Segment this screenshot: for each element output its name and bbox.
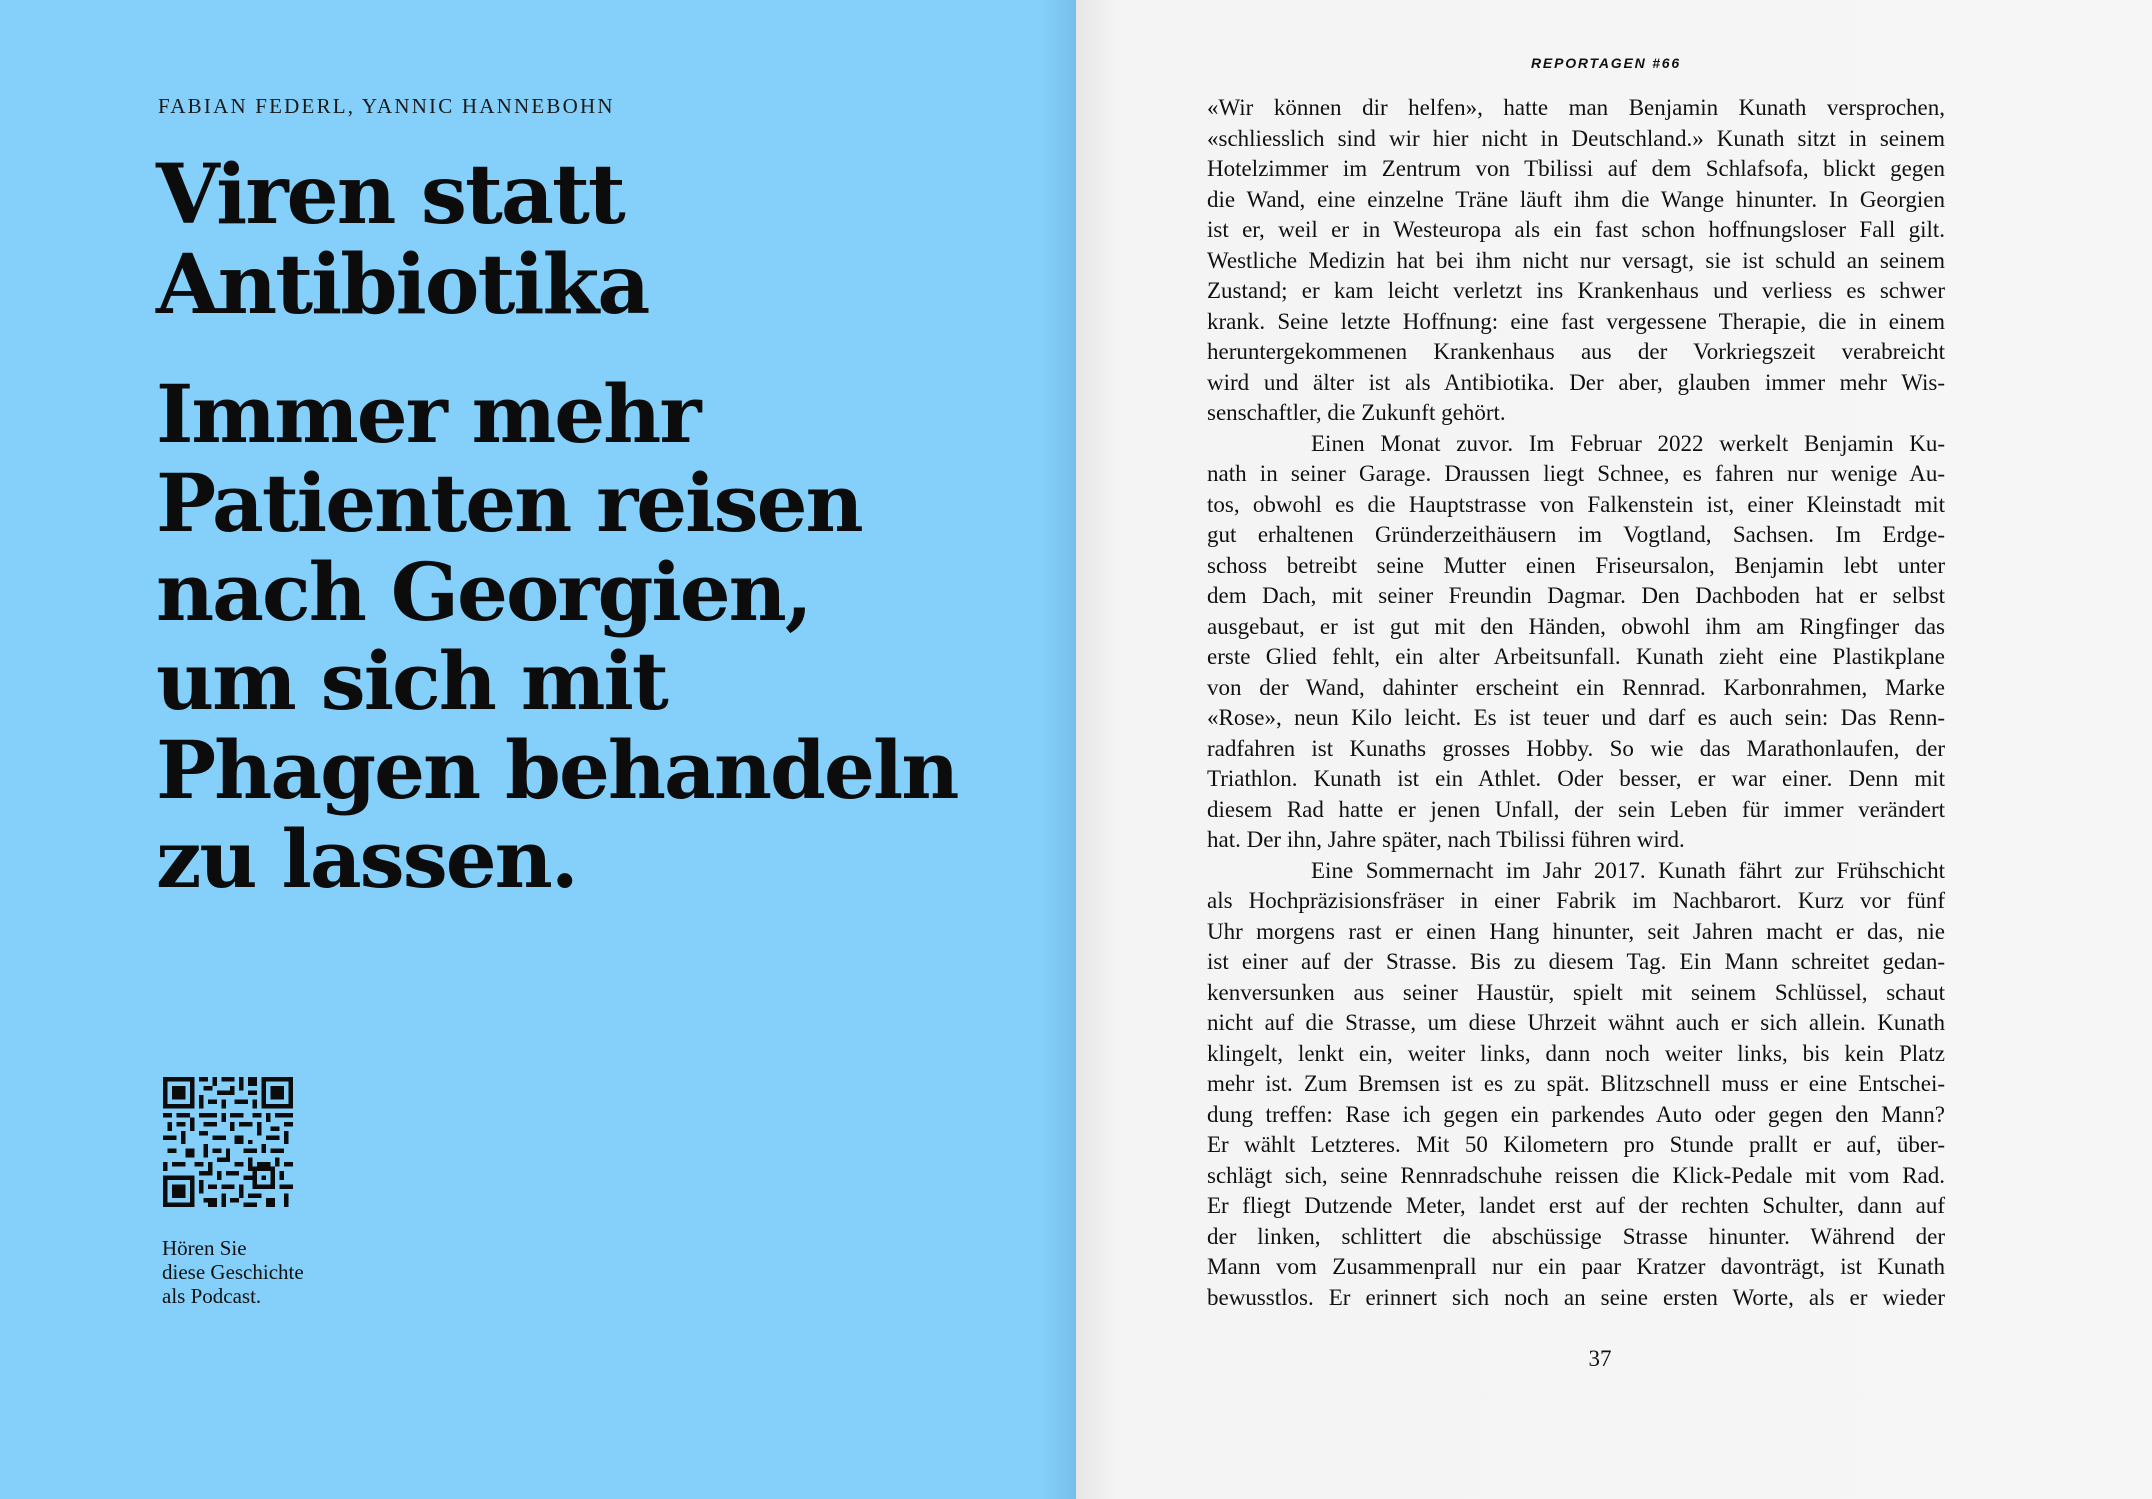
author-byline: FABIAN FEDERL, YANNIC HANNEBOHN bbox=[158, 94, 615, 118]
body-line: Hotelzimmer im Zentrum von Tbilissi auf dem Schlafsofa, blickt gegen bbox=[1207, 156, 1945, 181]
body-line: Westliche Medizin hat bei ihm nicht nur versagt, sie ist schuld an seinem bbox=[1207, 247, 1945, 273]
running-head: REPORTAGEN #66 bbox=[1531, 55, 1681, 71]
body-line: schoss betreibt seine Mutter einen Friseursalon, Benjamin lebt unter bbox=[1207, 552, 1945, 578]
body-line: mehr ist. Zum Bremsen ist es zu spät. Blitzschnell muss er eine Entschei- bbox=[1207, 1071, 1945, 1096]
article-title bbox=[156, 147, 1016, 333]
page-gutter-shadow bbox=[1040, 0, 1076, 1499]
body-line: «Rose», neun Kilo leicht. Es ist teuer und darf es auch sein: Das Renn- bbox=[1207, 705, 1945, 730]
body-line: Mann vom Zusammenprall nur ein paar Kratzer davonträgt, ist Kunath bbox=[1207, 1254, 1945, 1279]
subtitle-line: um sich mit bbox=[156, 634, 667, 728]
subtitle-line: Patienten reisen bbox=[156, 456, 862, 550]
body-line: «Wir können dir helfen», hatte man Benjamin Kunath versprochen, bbox=[1207, 95, 1945, 120]
body-line: gut erhaltenen Gründerzeithäusern im Vogtland, Sachsen. Im Erdge- bbox=[1207, 522, 1945, 547]
body-line: von der Wand, dahinter erscheint ein Rennrad. Karbonrahmen, Marke bbox=[1207, 674, 1945, 700]
body-line: erste Glied fehlt, ein alter Arbeitsunfall. Kunath zieht eine Plastikplane bbox=[1207, 644, 1945, 669]
body-line: krank. Seine letzte Hoffnung: eine fast vergessene Therapie, die in einem bbox=[1207, 308, 1945, 334]
subtitle-line: Phagen behandeln bbox=[156, 723, 958, 817]
body-line: ausgebaut, er ist gut mit den Händen, obwohl ihm am Ringfinger das bbox=[1207, 613, 1945, 639]
body-line: diesem Rad hatte er jenen Unfall, der sein Leben für immer verändert bbox=[1207, 796, 1945, 822]
title-line: Viren statt bbox=[156, 147, 624, 243]
body-line: wird und älter ist als Antibiotika. Der aber, glauben immer mehr Wis- bbox=[1207, 369, 1945, 395]
body-line: der linken, schlittert die abschüssige Strasse hinunter. Während der bbox=[1207, 1223, 1945, 1249]
body-line: Einen Monat zuvor. Im Februar 2022 werkelt Benjamin Ku- bbox=[1311, 430, 1945, 456]
body-line: dem Dach, mit seiner Freundin Dagmar. Den Dachboden hat er selbst bbox=[1207, 583, 1945, 608]
body-line: die Wand, eine einzelne Träne läuft ihm die Wange hinunter. In Georgien bbox=[1207, 186, 1945, 212]
body-line: Er fliegt Dutzende Meter, landet erst auf der rechten Schulter, dann auf bbox=[1207, 1193, 1945, 1218]
body-line: schlägt sich, seine Rennradschuhe reissen die Klick-Pedale mit vom Rad. bbox=[1207, 1162, 1945, 1188]
body-line: nath in seiner Garage. Draussen liegt Schnee, es fahren nur wenige Au- bbox=[1207, 461, 1945, 486]
podcast-line: als Podcast. bbox=[162, 1284, 262, 1308]
body-line: Uhr morgens rast er einen Hang hinunter, seit Jahren macht er das, nie bbox=[1207, 918, 1945, 944]
article-subtitle bbox=[156, 367, 1016, 906]
subtitle-line: zu lassen. bbox=[156, 812, 577, 906]
body-line: klingelt, lenkt ein, weiter links, dann noch weiter links, bis kein Platz bbox=[1207, 1040, 1945, 1066]
subtitle-line: Immer mehr bbox=[156, 367, 700, 461]
body-line: radfahren ist Kunaths grosses Hobby. So wie das Marathonlaufen, der bbox=[1207, 735, 1945, 761]
article-body bbox=[1207, 93, 1945, 1313]
body-line: Eine Sommernacht im Jahr 2017. Kunath fährt zur Frühschicht bbox=[1311, 857, 1945, 883]
body-line: heruntergekommenen Krankenhaus aus der Vorkriegszeit verabreicht bbox=[1207, 339, 1945, 364]
podcast-line: diese Geschichte bbox=[162, 1260, 304, 1284]
body-line: Triathlon. Kunath ist ein Athlet. Oder besser, er war einer. Denn mit bbox=[1207, 766, 1945, 791]
qr-code-icon[interactable] bbox=[163, 1077, 293, 1207]
body-line: dung treffen: Rase ich gegen ein parkendes Auto oder gegen den Mann? bbox=[1207, 1101, 1945, 1127]
body-line: hat. Der ihn, Jahre später, nach Tbilissi führen wird. bbox=[1207, 827, 1685, 852]
body-line: bewusstlos. Er erinnert sich noch an seine ersten Worte, als er wieder bbox=[1207, 1284, 1945, 1310]
podcast-line: Hören Sie bbox=[162, 1236, 247, 1260]
body-line: tos, obwohl es die Hauptstrasse von Falkenstein ist, einer Kleinstadt mit bbox=[1207, 491, 1945, 517]
body-line: als Hochpräzisionsfräser in einer Fabrik im Nachbarort. Kurz vor fünf bbox=[1207, 888, 1945, 913]
page-number: 37 bbox=[1588, 1346, 1612, 1371]
body-line: ist einer auf der Strasse. Bis zu diesem Tag. Ein Mann schreitet gedan- bbox=[1207, 949, 1945, 974]
subtitle-line: nach Georgien, bbox=[156, 545, 811, 639]
title-line: Antibiotika bbox=[156, 237, 649, 333]
body-line: senschaftler, die Zukunft gehört. bbox=[1207, 400, 1506, 425]
body-line: nicht auf die Strasse, um diese Uhrzeit wähnt auch er sich allein. Kunath bbox=[1207, 1010, 1945, 1035]
podcast-caption bbox=[162, 1236, 382, 1308]
body-line: «schliesslich sind wir hier nicht in Deutschland.» Kunath sitzt in seinem bbox=[1207, 125, 1945, 151]
body-line: Zustand; er kam leicht verletzt ins Krankenhaus und verliess es schwer bbox=[1207, 278, 1945, 303]
body-line: Er wählt Letzteres. Mit 50 Kilometern pro Stunde prallt er auf, über- bbox=[1207, 1132, 1945, 1157]
body-line: ist er, weil er in Westeuropa als ein fast schon hoffnungsloser Fall gilt. bbox=[1207, 217, 1945, 242]
body-line: kenversunken aus seiner Haustür, spielt mit seinem Schlüssel, schaut bbox=[1207, 979, 1945, 1005]
